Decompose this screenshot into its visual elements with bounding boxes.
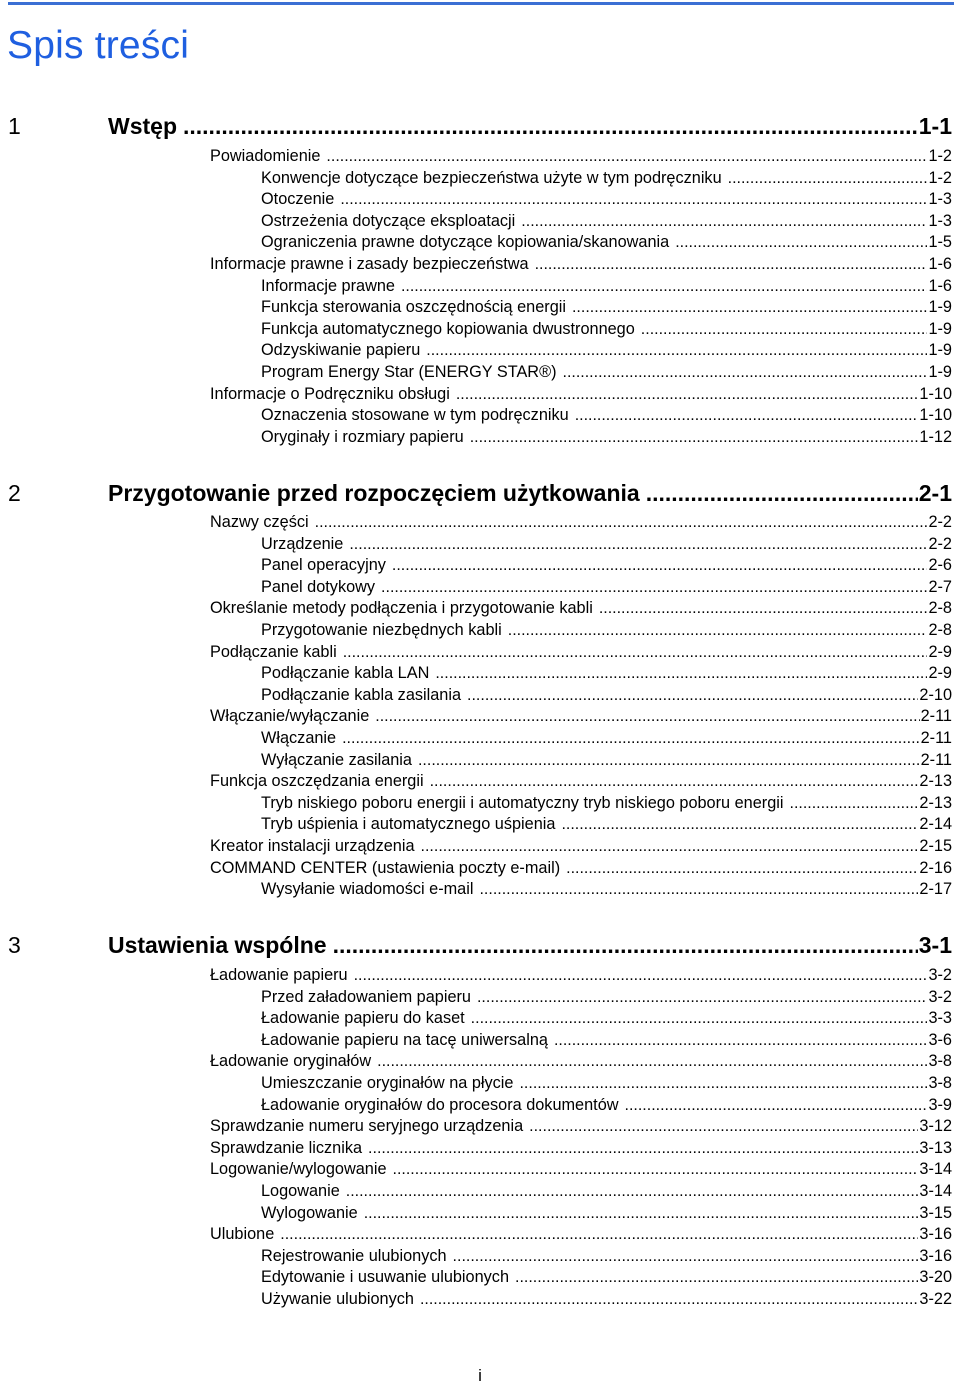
entry-title: Tryb niskiego poboru energii i automatyczny tryb niskiego poboru energii (261, 793, 784, 812)
toc-subentry[interactable] (261, 727, 952, 749)
chapter-heading[interactable] (0, 110, 960, 142)
entry-page: 2-7 (928, 577, 952, 596)
page-number: i (478, 1366, 482, 1385)
toc-subentry[interactable] (261, 1288, 952, 1310)
dot-leader (519, 1073, 927, 1095)
entry-page: 3-8 (928, 1052, 952, 1071)
toc-subentry[interactable] (261, 426, 952, 448)
entry-page: 3-20 (919, 1268, 952, 1287)
dot-leader (599, 598, 928, 620)
chapter-page: 2-1 (918, 480, 952, 506)
dot-leader (401, 276, 928, 298)
entry-title: Przed załadowaniem papieru (261, 987, 471, 1006)
dot-leader (343, 642, 928, 664)
dot-leader (641, 319, 928, 341)
entry-page: 3-13 (919, 1138, 952, 1157)
entry-title: Sprawdzanie numeru seryjnego urządzenia (210, 1117, 524, 1136)
toc-subentry[interactable] (261, 1072, 952, 1094)
toc-entry[interactable] (210, 597, 952, 619)
entry-title: Wysyłanie wiadomości e-mail (261, 880, 474, 899)
toc-subentry[interactable] (261, 318, 952, 340)
chapter-page: 1-1 (918, 113, 952, 139)
entry-page: 2-10 (919, 685, 952, 704)
entry-title: Podłączanie kabla LAN (261, 664, 430, 683)
chapter-heading[interactable] (0, 477, 960, 509)
entry-page: 1-10 (919, 406, 952, 425)
entry-title: Sprawdzanie licznika (210, 1138, 363, 1157)
toc-entry[interactable] (210, 383, 952, 405)
toc-subentry[interactable] (261, 1202, 952, 1224)
toc-subentry[interactable] (261, 1094, 952, 1116)
entry-title: Ograniczenia prawne dotyczące kopiowania/skanowania (261, 233, 670, 252)
toc-entry[interactable] (210, 1223, 952, 1245)
dot-leader (477, 987, 927, 1009)
dot-leader (561, 814, 918, 836)
entry-title: Ostrzeżenia dotyczące eksploatacji (261, 211, 516, 230)
entry-title: Oryginały i rozmiary papieru (261, 427, 464, 446)
toc-subentry[interactable] (261, 1245, 952, 1267)
entry-page: 1-5 (928, 233, 952, 252)
dot-leader (554, 1030, 928, 1052)
dot-leader (315, 512, 928, 534)
entry-page: 2-2 (928, 534, 952, 553)
dot-leader (430, 771, 919, 793)
toc-subentry[interactable] (261, 533, 952, 555)
entry-page: 2-6 (928, 556, 952, 575)
entry-title: Powiadomienie (210, 147, 321, 165)
entry-title: Informacje o Podręczniku obsługi (210, 384, 450, 403)
entry-title: Włączanie (261, 729, 337, 747)
entry-page: 2-16 (919, 858, 952, 877)
entry-page: 3-12 (919, 1117, 952, 1136)
dot-leader (183, 110, 918, 142)
entry-page: 3-15 (919, 1203, 952, 1222)
entry-page: 2-11 (920, 729, 952, 747)
dot-leader (435, 663, 927, 685)
entry-title: Funkcja automatycznego kopiowania dwustronnego (261, 319, 635, 338)
entry-page: 3-8 (928, 1074, 952, 1092)
entry-title: Włączanie/wyłączanie (210, 707, 370, 726)
entry-title: Urządzenie (261, 534, 344, 553)
toc-subentry[interactable] (261, 878, 952, 900)
entry-title: Odzyskiwanie papieru (261, 341, 421, 360)
entry-title: Ładowanie papieru (210, 966, 348, 984)
dot-leader (675, 232, 927, 254)
entry-title: Otoczenie (261, 190, 335, 209)
dot-leader (418, 750, 920, 772)
entry-page: 3-22 (919, 1290, 952, 1308)
dot-leader (377, 1051, 927, 1073)
entry-page: 3-2 (928, 966, 952, 984)
entry-page: 2-13 (919, 772, 952, 791)
toc-subentry[interactable] (261, 188, 952, 210)
entry-page: 1-12 (919, 427, 952, 446)
entry-page: 2-2 (928, 513, 952, 531)
toc-entry[interactable] (210, 770, 952, 792)
toc-subentry[interactable] (261, 296, 952, 318)
entry-title: Oznaczenia stosowane w tym podręczniku (261, 406, 569, 425)
toc-subentry[interactable] (261, 749, 952, 771)
entry-title: Umieszczanie oryginałów na płycie (261, 1074, 514, 1092)
chapter-title-line (108, 929, 952, 961)
chapter-title-line (108, 477, 952, 509)
entry-title: Logowanie/wylogowanie (210, 1160, 387, 1179)
toc-entry[interactable] (210, 1050, 952, 1072)
toc-subentry[interactable] (261, 1180, 952, 1202)
toc-entry[interactable] (210, 1115, 952, 1137)
dot-leader (529, 1116, 918, 1138)
toc-entry[interactable] (210, 641, 952, 663)
entry-title: Podłączanie kabla zasilania (261, 685, 462, 704)
entry-title: Ładowanie oryginałów (210, 1052, 372, 1071)
entry-page: 1-10 (919, 384, 952, 403)
entry-page: 3-16 (919, 1246, 952, 1265)
toc-subentry[interactable] (261, 662, 952, 684)
dot-leader (280, 1224, 918, 1246)
entry-title: Ładowanie oryginałów do procesora dokumentów (261, 1095, 619, 1114)
entry-title: Edytowanie i usuwanie ulubionych (261, 1268, 509, 1287)
entry-title: Program Energy Star (ENERGY STAR®) (261, 363, 557, 381)
toc-entry[interactable] (210, 1158, 952, 1180)
header-rule (8, 2, 954, 5)
entry-title: Wyłączanie zasilania (261, 750, 412, 769)
toc-subentry[interactable] (261, 792, 952, 814)
toc-subentry[interactable] (261, 231, 952, 253)
toc-subentry[interactable] (261, 813, 952, 835)
dot-leader (421, 836, 919, 858)
entry-title: Wylogowanie (261, 1203, 358, 1222)
toc-subentry[interactable] (261, 1029, 952, 1051)
entry-page: 2-11 (920, 707, 952, 726)
dot-leader (471, 1008, 928, 1030)
entry-title: Ładowanie papieru do kaset (261, 1009, 465, 1028)
entry-page: 2-14 (919, 815, 952, 834)
dot-leader (453, 1246, 919, 1268)
chapter-title-line (108, 110, 952, 142)
toc-subentry[interactable] (261, 554, 952, 576)
chapter-title: Przygotowanie przed rozpoczęciem użytkowania (108, 480, 640, 506)
page-title: Spis treści (7, 24, 190, 67)
dot-leader (515, 1267, 918, 1289)
dot-leader (508, 620, 928, 642)
entry-title: Rejestrowanie ulubionych (261, 1246, 447, 1265)
entry-page: 1-9 (928, 363, 952, 381)
dot-leader (326, 146, 927, 168)
entry-page: 1-2 (928, 147, 952, 165)
entry-page: 3-2 (928, 987, 952, 1006)
entry-title: Określanie metody podłączenia i przygotowanie kabli (210, 599, 593, 618)
entry-page: 3-3 (928, 1009, 952, 1028)
entry-title: Funkcja sterowania oszczędnością energii (261, 298, 566, 317)
entry-page: 1-9 (928, 319, 952, 338)
entry-page: 2-11 (920, 750, 952, 769)
entry-title: Konwencje dotyczące bezpieczeństwa użyte w tym podręczniku (261, 168, 722, 187)
dot-leader (646, 477, 918, 509)
dot-leader (349, 534, 927, 556)
entry-page: 1-9 (928, 298, 952, 317)
toc-subentry[interactable] (261, 619, 952, 641)
dot-leader (566, 858, 918, 880)
entry-title: Używanie ulubionych (261, 1290, 414, 1308)
entry-page: 3-14 (919, 1182, 952, 1200)
toc-subentry[interactable] (261, 167, 952, 189)
dot-leader (381, 577, 927, 599)
entry-page: 1-3 (928, 211, 952, 230)
dot-leader (340, 189, 927, 211)
entry-title: Nazwy części (210, 513, 309, 531)
dot-leader (456, 384, 919, 406)
entry-page: 2-8 (928, 621, 952, 639)
entry-page: 1-3 (928, 190, 952, 209)
entry-title: Ulubione (210, 1225, 275, 1244)
toc-subentry[interactable] (261, 339, 952, 361)
entry-page: 1-6 (928, 276, 952, 295)
toc-subentry[interactable] (261, 684, 952, 706)
dot-leader (575, 405, 919, 427)
entry-page: 3-14 (919, 1160, 952, 1179)
chapter-number: 1 (8, 113, 21, 139)
chapter-number: 3 (8, 932, 21, 958)
toc-subentry[interactable] (261, 1266, 952, 1288)
toc-subentry[interactable] (261, 576, 952, 598)
chapter-title: Wstęp (108, 113, 177, 139)
dot-leader (625, 1095, 928, 1117)
dot-leader (535, 254, 928, 276)
entry-page: 1-9 (928, 341, 952, 360)
entry-page: 2-8 (928, 599, 952, 618)
entry-page: 3-9 (928, 1095, 952, 1114)
dot-leader (393, 1159, 919, 1181)
entry-page: 2-9 (928, 642, 952, 661)
entry-title: Funkcja oszczędzania energii (210, 772, 424, 791)
entry-title: Panel operacyjny (261, 556, 386, 575)
entry-page: 1-2 (928, 168, 952, 187)
toc-subentry[interactable] (261, 275, 952, 297)
dot-leader (426, 340, 927, 362)
entry-page: 3-6 (928, 1030, 952, 1049)
dot-leader (572, 297, 927, 319)
entry-title: Panel dotykowy (261, 577, 376, 596)
entry-page: 2-17 (919, 880, 952, 899)
toc-subentry[interactable] (261, 986, 952, 1008)
toc-subentry[interactable] (261, 404, 952, 426)
entry-title: Logowanie (261, 1182, 340, 1200)
entry-page: 1-6 (928, 255, 952, 273)
toc-subentry[interactable] (261, 210, 952, 232)
toc-entry[interactable] (210, 857, 952, 879)
chapter-number: 2 (8, 480, 21, 506)
toc-subentry[interactable] (261, 361, 952, 383)
dot-leader (392, 555, 928, 577)
entry-title: COMMAND CENTER (ustawienia poczty e-mail) (210, 858, 561, 877)
entry-title: Ładowanie papieru na tacę uniwersalną (261, 1030, 548, 1049)
dot-leader (364, 1203, 919, 1225)
entry-title: Informacje prawne i zasady bezpieczeństwa (210, 255, 529, 273)
entry-title: Przygotowanie niezbędnych kabli (261, 621, 502, 639)
entry-page: 2-9 (928, 664, 952, 683)
toc-subentry[interactable] (261, 1007, 952, 1029)
dot-leader (375, 706, 919, 728)
dot-leader (563, 362, 928, 384)
chapter-page: 3-1 (918, 932, 952, 958)
dot-leader (728, 168, 928, 190)
entry-title: Kreator instalacji urządzenia (210, 837, 415, 855)
dot-leader (368, 1138, 918, 1160)
entry-title: Informacje prawne (261, 276, 395, 295)
dot-leader (790, 793, 919, 815)
entry-page: 2-13 (919, 793, 952, 812)
dot-leader (342, 728, 920, 750)
toc-entry[interactable] (210, 511, 952, 533)
toc-entry[interactable] (210, 835, 952, 857)
dot-leader (354, 965, 928, 987)
dot-leader (521, 211, 927, 233)
entry-page: 3-16 (919, 1225, 952, 1244)
dot-leader (479, 879, 918, 901)
dot-leader (470, 427, 919, 449)
toc-entry[interactable] (210, 964, 952, 986)
dot-leader (333, 929, 918, 961)
dot-leader (346, 1181, 919, 1203)
entry-page: 2-15 (919, 837, 952, 855)
entry-title: Podłączanie kabli (210, 642, 337, 661)
toc-entry[interactable] (210, 253, 952, 275)
toc-entry[interactable] (210, 145, 952, 167)
chapter-title: Ustawienia wspólne (108, 932, 327, 958)
dot-leader (467, 685, 918, 707)
entry-title: Tryb uśpienia i automatycznego uśpienia (261, 815, 556, 834)
toc-entry[interactable] (210, 705, 952, 727)
dot-leader (420, 1289, 918, 1311)
toc-entry[interactable] (210, 1137, 952, 1159)
chapter-heading[interactable] (0, 929, 960, 961)
